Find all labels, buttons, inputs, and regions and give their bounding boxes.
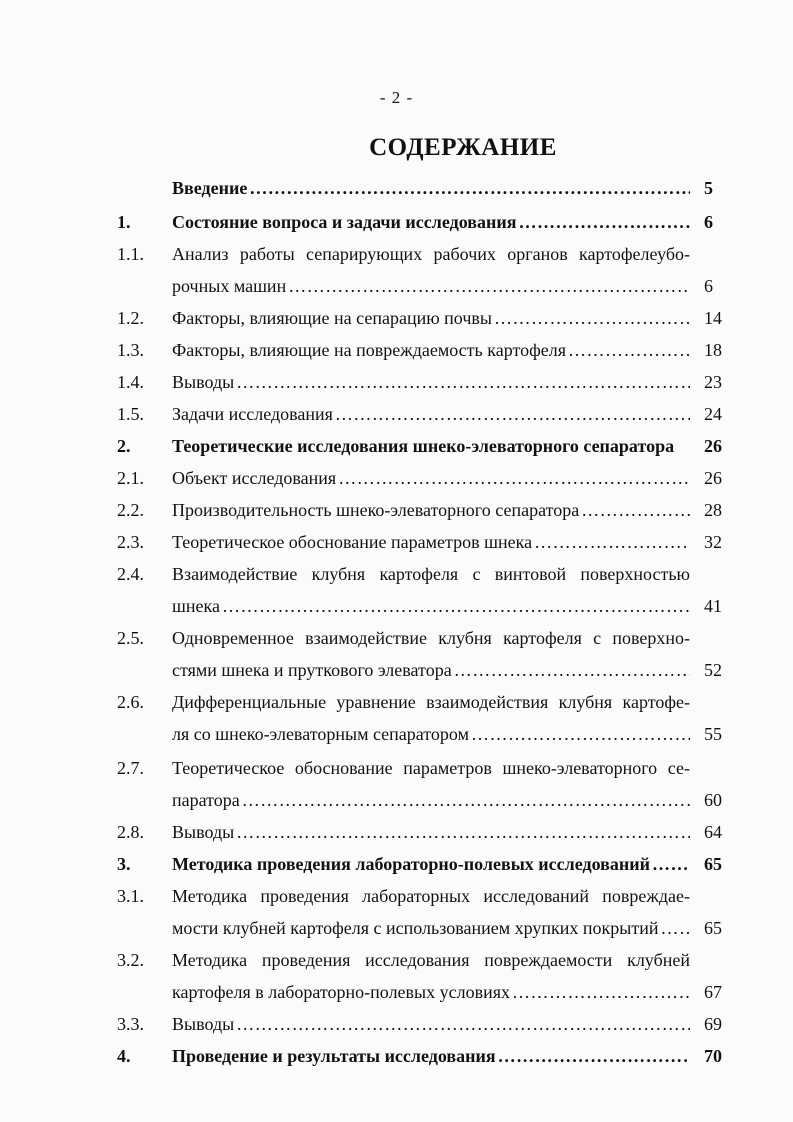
toc-page: 65 — [704, 918, 722, 938]
toc-page: 69 — [704, 1014, 722, 1034]
leader-dots — [249, 172, 690, 204]
leader-dots — [512, 976, 690, 1008]
leader-dots — [534, 526, 690, 558]
toc-title-text: Объект исследования — [172, 468, 337, 488]
toc-title — [172, 880, 690, 944]
toc-title-text: Состояние вопроса и задачи исследования — [172, 212, 517, 232]
toc-title-line: Методика проведения исследования повреждаемости клубней — [172, 950, 690, 970]
toc-number: 1. — [117, 212, 131, 232]
toc-title — [172, 238, 690, 302]
toc-title — [172, 526, 690, 558]
toc-page: 41 — [704, 596, 722, 616]
leader-dots — [338, 462, 690, 494]
leader-dots — [518, 206, 690, 238]
toc-number: 3. — [117, 854, 131, 874]
toc-page: 24 — [704, 404, 722, 424]
toc-page: 64 — [704, 822, 722, 842]
page-number: - 2 - — [379, 88, 414, 107]
leader-dots — [471, 718, 690, 750]
leader-dots — [335, 398, 690, 430]
toc-title — [172, 398, 690, 430]
toc-title-text: Теоретические исследования шнеко-элеваторного сепаратора — [172, 436, 675, 456]
leader-dots — [222, 590, 690, 622]
toc-title-text: Проведение и результаты исследования — [172, 1046, 496, 1066]
toc-title-line: Взаимодействие клубня картофеля с винтовой поверхностью — [172, 564, 690, 584]
toc-title-text: Введение — [172, 178, 248, 198]
toc-page: 23 — [704, 372, 722, 392]
toc-number: 2.8. — [117, 822, 144, 842]
toc-title — [172, 686, 690, 750]
toc-number: 2.6. — [117, 692, 144, 712]
toc-number: 1.1. — [117, 244, 144, 264]
toc-title — [172, 430, 690, 462]
toc-page: 6 — [704, 212, 713, 232]
toc-title-text: Производительность шнеко-элеваторного сепаратора — [172, 500, 580, 520]
toc-title-line: Одновременное взаимодействие клубня картофеля с поверхно- — [172, 628, 690, 648]
toc-number: 2.7. — [117, 758, 144, 778]
toc-number: 1.2. — [117, 308, 144, 328]
toc-title — [172, 944, 690, 1008]
leader-dots — [494, 302, 690, 334]
toc-title — [172, 206, 690, 238]
leader-dots — [660, 912, 690, 944]
toc-number: 1.5. — [117, 404, 144, 424]
toc-page: 52 — [704, 660, 722, 680]
toc-number: 1.3. — [117, 340, 144, 360]
toc-number: 2.1. — [117, 468, 144, 488]
toc-title — [172, 848, 690, 880]
toc-title-text: рочных машин — [172, 276, 287, 296]
toc-page: 28 — [704, 500, 722, 520]
toc-title — [172, 462, 690, 494]
toc-number: 2.2. — [117, 500, 144, 520]
toc-title-text: ля со шнеко-элеваторным сепаратором — [172, 724, 469, 744]
toc-title-line: Методика проведения лабораторных исследований повреждае- — [172, 886, 690, 906]
toc-title — [172, 816, 690, 848]
toc-title — [172, 366, 690, 398]
leader-dots — [242, 784, 690, 816]
toc-page: 26 — [704, 436, 722, 456]
leader-dots — [581, 494, 690, 526]
toc-title-text: Выводы — [172, 1014, 235, 1034]
toc-title — [172, 558, 690, 622]
toc-title-text: Выводы — [172, 372, 235, 392]
toc-title-text: Выводы — [172, 822, 235, 842]
toc-title-line: Анализ работы сепарирующих рабочих органов картофелеубо- — [172, 244, 690, 264]
leader-dots — [236, 1008, 690, 1040]
toc-page: 6 — [704, 276, 713, 296]
leader-dots — [498, 1040, 690, 1072]
toc-title-text: стями шнека и пруткового элеватора — [172, 660, 452, 680]
leader-dots — [454, 654, 690, 686]
toc-page: 18 — [704, 340, 722, 360]
toc-title-text: паратора — [172, 790, 240, 810]
toc-title-text: Факторы, влияющие на сепарацию почвы — [172, 308, 492, 328]
toc-number: 3.2. — [117, 950, 144, 970]
toc-number: 3.3. — [117, 1014, 144, 1034]
toc-title — [172, 622, 690, 686]
page-title: СОДЕРЖАНИЕ — [369, 134, 557, 161]
leader-dots — [236, 816, 690, 848]
toc-title — [172, 494, 690, 526]
leader-dots — [236, 366, 690, 398]
toc-page: 5 — [704, 178, 713, 198]
toc-page: 14 — [704, 308, 722, 328]
leader-dots — [288, 270, 690, 302]
toc-page: 67 — [704, 982, 722, 1002]
toc-number: 4. — [117, 1046, 131, 1066]
toc-title-text: Теоретическое обоснование параметров шнека — [172, 532, 533, 552]
toc-number: 2.4. — [117, 564, 144, 584]
toc-number: 1.4. — [117, 372, 144, 392]
toc-page: 70 — [704, 1046, 722, 1066]
toc-title-text: картофеля в лабораторно-полевых условиях — [172, 982, 511, 1002]
toc-title-text: мости клубней картофеля с использованием хрупких покрытий — [172, 918, 659, 938]
toc-title-text: Факторы, влияющие на повреждаемость картофеля — [172, 340, 567, 360]
toc-title — [172, 1008, 690, 1040]
toc-title-line: Теоретическое обоснование параметров шнеко-элеваторного се- — [172, 758, 690, 778]
toc-number: 3.1. — [117, 886, 144, 906]
leader-dots — [652, 848, 690, 880]
toc-title-line: Дифференциальные уравнение взаимодействия клубня картофе- — [172, 692, 690, 712]
toc-title — [172, 302, 690, 334]
toc-title-text: шнека — [172, 596, 220, 616]
leader-dots — [568, 334, 690, 366]
toc-title — [172, 752, 690, 816]
toc-number: 2.3. — [117, 532, 144, 552]
toc-number: 2.5. — [117, 628, 144, 648]
toc-page: 55 — [704, 724, 722, 744]
toc-page: 60 — [704, 790, 722, 810]
toc-page: 32 — [704, 532, 722, 552]
toc-title-text: Задачи исследования — [172, 404, 333, 424]
toc-page: 65 — [704, 854, 722, 874]
toc-title — [172, 334, 690, 366]
toc-title — [172, 172, 690, 204]
toc-title — [172, 1040, 690, 1072]
toc-number: 2. — [117, 436, 131, 456]
toc-page: 26 — [704, 468, 722, 488]
toc-title-text: Методика проведения лабораторно-полевых исследований — [172, 854, 650, 874]
